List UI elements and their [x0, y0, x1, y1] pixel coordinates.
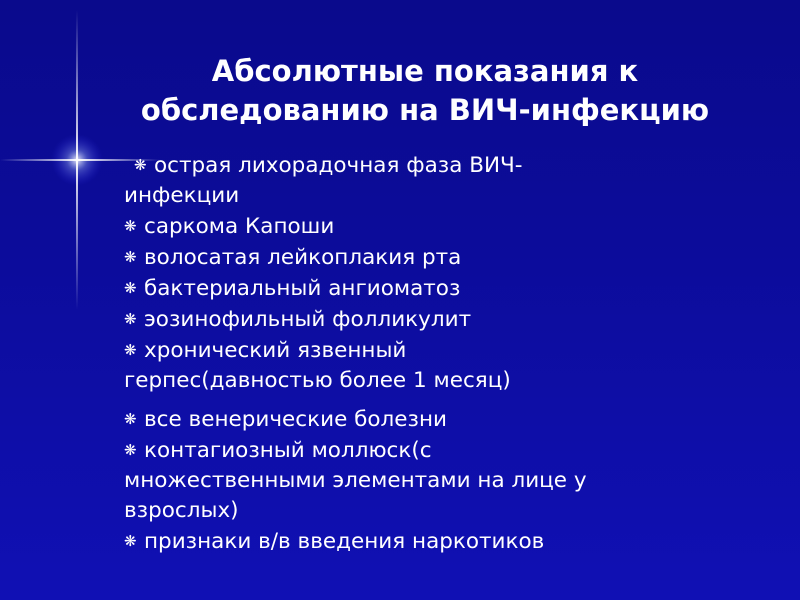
title-line-2: обследованию на ВИЧ-инфекцию [140, 93, 710, 127]
snowflake-bullet-icon: ❋ [124, 279, 137, 297]
snowflake-bullet-icon: ❋ [124, 310, 137, 328]
list-item-text: инфекции [124, 183, 240, 208]
snowflake-bullet-icon: ❋ [124, 248, 137, 266]
list-item [124, 273, 764, 304]
snowflake-bullet-icon: ❋ [124, 217, 137, 235]
snowflake-bullet-icon: ❋ [134, 156, 147, 174]
list-item-text: саркома Капоши [144, 214, 335, 239]
list-item-text: взрослых) [124, 498, 239, 523]
bullet-list [124, 150, 764, 557]
list-item [124, 435, 764, 526]
list-item-text: бактериальный ангиоматоз [144, 276, 461, 301]
list-item-text: герпес(давностью более 1 месяц) [124, 368, 511, 393]
snowflake-bullet-icon: ❋ [124, 532, 137, 550]
list-item [124, 211, 764, 242]
list-item-text: контагиозный моллюск(с [144, 438, 432, 463]
list-item-text: множественными элементами на лице у [124, 468, 587, 493]
list-item [124, 335, 764, 396]
snowflake-bullet-icon: ❋ [124, 341, 137, 359]
list-item-text: все венерические болезни [144, 407, 447, 432]
list-item-text: хронический язвенный [144, 338, 407, 363]
title-line-1: Абсолютные показания к [211, 54, 639, 88]
list-item-text: волосатая лейкоплакия рта [144, 245, 462, 270]
slide-title [60, 52, 790, 130]
snowflake-bullet-icon: ❋ [124, 441, 137, 459]
list-item-text: острая лихорадочная фаза ВИЧ- [154, 153, 523, 178]
list-item [124, 242, 764, 273]
list-item [124, 304, 764, 335]
list-item [124, 404, 764, 435]
snowflake-bullet-icon: ❋ [124, 410, 137, 428]
list-item [124, 150, 764, 211]
list-item-text: эозинофильный фолликулит [144, 307, 472, 332]
list-item [124, 526, 764, 557]
list-item-text: признаки в/в введения наркотиков [144, 529, 545, 554]
